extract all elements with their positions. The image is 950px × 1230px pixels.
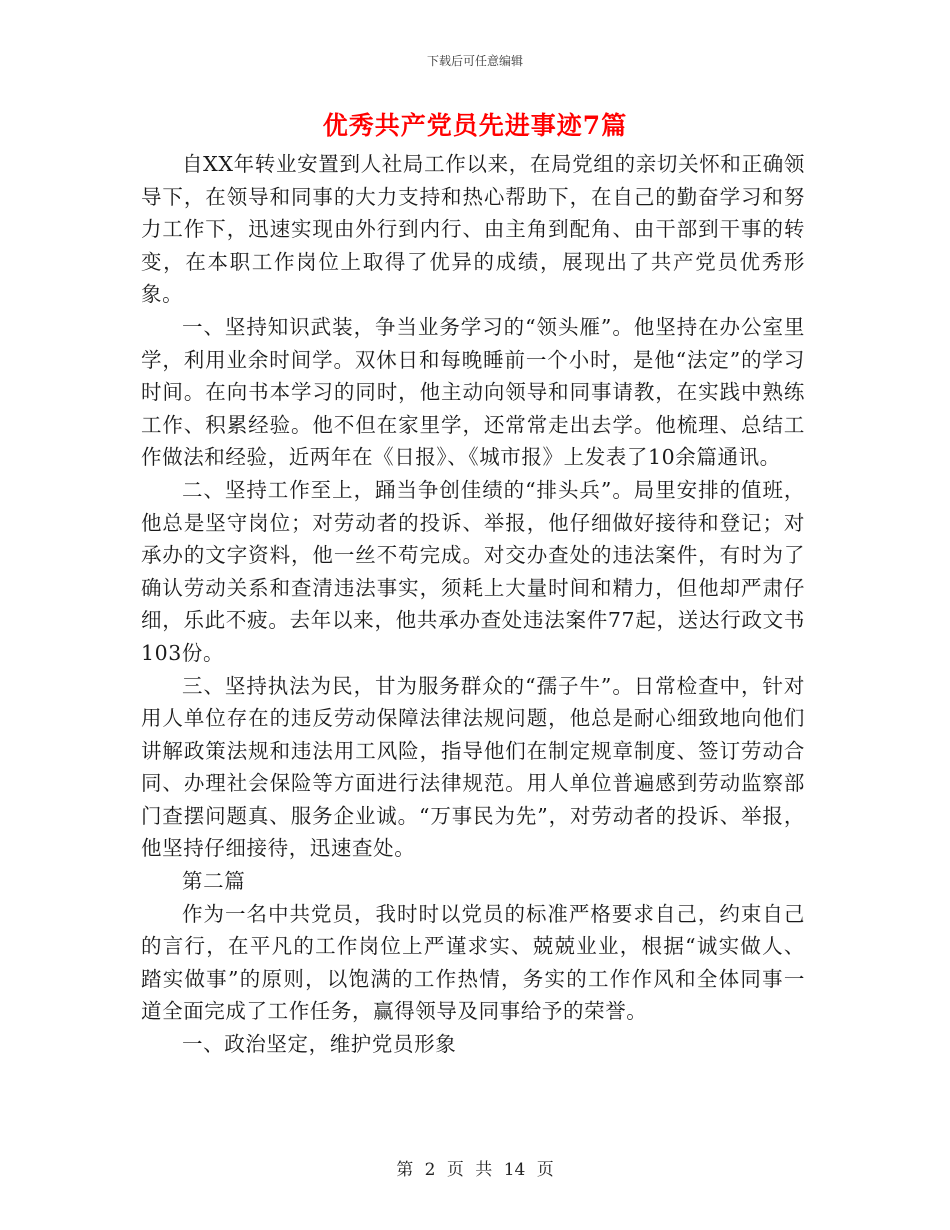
document-body — [141, 148, 805, 1061]
paragraph-point-3: 三、坚持执法为民，甘为服务群众的“孺子牛”。日常检查中，针对用人单位存在的违反劳动保障法律法规问题，他总是耐心细致地向他们讲解政策法规和违法用工风险，指导他们在制定规章制度、签订劳动合同、办理社会保险等方面进行法律规范。用人单位普遍感到劳动监察部门查摆问题真、服务企业诚。“万事民为先”，对劳动者的投诉、举报，他坚持仔细接待，迅速查处。 — [141, 673, 805, 861]
footer-page-word: 页 — [446, 1160, 464, 1180]
paragraph-point-2: 二、坚持工作至上，踊当争创佳绩的“排头兵”。局里安排的值班，他总是坚守岗位；对劳动者的投诉、举报，他仔细做好接待和登记；对承办的文字资料，他一丝不苟完成。对交办查处的违法案件，有时为了确认劳动关系和查清违法事实，须耗上大量时间和精力，但他却严肃仔细，乐此不疲。去年以来，他共承办查处违法案件77起，送达行政文书103份。 — [141, 477, 805, 665]
paragraph-point-1: 一、坚持知识武装，争当业务学习的“领头雁”。他坚持在办公室里学，利用业余时间学。双休日和每晚睡前一个小时，是他“法定”的学习时间。在向书本学习的同时，他主动向领导和同事请教，在实践中熟练工作、积累经验。他不但在家里学，还常常走出去学。他梳理、总结工作做法和经验，近两年在《日报》、《城市报》上发表了10余篇通讯。 — [141, 314, 805, 470]
footer-current-page: 2 — [424, 1160, 436, 1180]
section-heading-second: 第二篇 — [182, 869, 246, 894]
footer-total-pages: 14 — [503, 1160, 526, 1180]
footer-total-word: 共 — [475, 1160, 493, 1180]
page-footer — [0, 1155, 950, 1180]
footer-suffix: 页 — [536, 1160, 554, 1180]
paragraph-second-point-1: 一、政治坚定，维护党员形象 — [182, 1032, 457, 1057]
paragraph-second-intro: 作为一名中共党员，我时时以党员的标准严格要求自己，约束自己的言行，在平凡的工作岗位上严谨求实、兢兢业业，根据“诚实做人、踏实做事”的原则，以饱满的工作热情，务实的工作作风和全体同事一道全面完成了工作任务，赢得领导及同事给予的荣誉。 — [141, 901, 805, 1024]
header-note: 下载后可任意编辑 — [426, 54, 523, 68]
footer-prefix: 第 — [396, 1160, 414, 1180]
document-title: 优秀共产党员先进事迹7篇 — [322, 111, 628, 140]
paragraph-intro: 自XX年转业安置到人社局工作以来，在局党组的亲切关怀和正确领导下，在领导和同事的大力支持和热心帮助下，在自己的勤奋学习和努力工作下，迅速实现由外行到内行、由主角到配角、由干部到干事的转变，在本职工作岗位上取得了优异的成绩，展现出了共产党员优秀形象。 — [141, 152, 805, 307]
